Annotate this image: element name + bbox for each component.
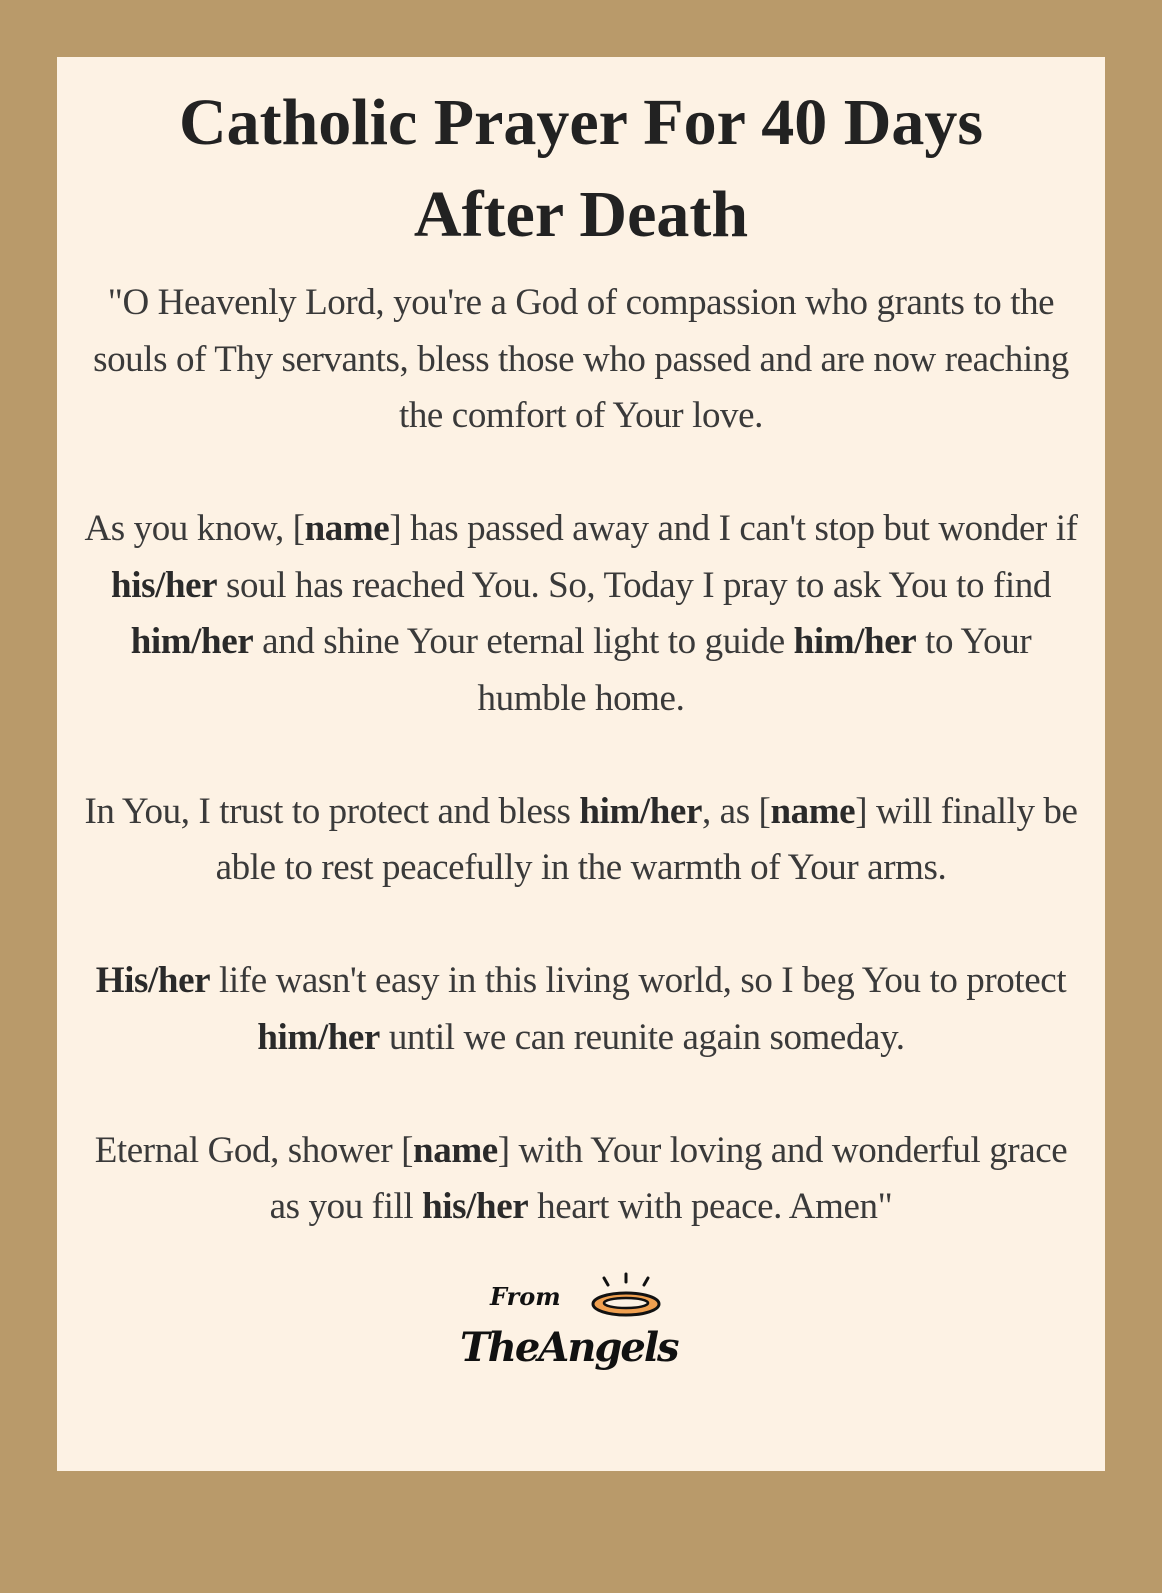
prayer-text-segment: Eternal God, shower [ [94,1129,414,1171]
prayer-paragraph [77,501,1085,727]
prayer-text-segment: ] has passed away and I can't stop but wonder if [389,508,1078,549]
placeholder-word: name [304,508,390,549]
prayer-text-segment: In You, I trust to protect and bless [84,790,580,832]
prayer-paragraph [77,1123,1085,1236]
prayer-text-segment: ] with Your loving and wonderful grace as you fill [269,1129,1068,1227]
placeholder-word: His/her [95,960,211,1001]
prayer-paragraph [77,953,1085,1066]
prayer-text-segment: heart with peace. Amen" [528,1186,893,1227]
placeholder-word: him/her [130,621,254,662]
prayer-paragraph [77,784,1085,897]
halo-icon [588,1272,668,1322]
prayer-text-segment: "O Heavenly Lord, you're a God of compassion who grants to the souls of Thy servants, bless those who passed and are now reaching the comfort of Your love. [93,282,1069,436]
prayer-text [77,275,1085,1236]
placeholder-word: him/her [793,621,917,662]
prayer-text-segment: life wasn't easy in this living world, so I beg You to protect [210,960,1067,1001]
logo-from: From [490,1281,561,1311]
prayer-paragraph [77,275,1085,445]
prayer-text-segment: As you know, [ [84,508,305,549]
prayer-card [57,57,1105,1471]
placeholder-word: name [413,1129,498,1171]
placeholder-word: his/her [422,1186,529,1227]
logo-name: TheAngels [460,1323,678,1371]
placeholder-word: him/her [579,790,702,832]
prayer-text-segment: soul has reached You. So, Today I pray to ask You to find [217,564,1051,606]
prayer-text-segment: , as [ [701,790,771,832]
placeholder-word: his/her [111,564,218,606]
page-title: Catholic Prayer For 40 Days After Death [178,86,984,251]
placeholder-word: name [770,790,856,832]
from-the-angels-logo [456,1272,706,1382]
placeholder-word: him/her [257,1016,380,1058]
prayer-text-segment: and shine Your eternal light to guide [253,621,794,662]
prayer-text-segment: until we can reunite again someday. [379,1016,905,1058]
prayer-text-segment: ] will finally be able to rest peacefully in the warmth of Your arms. [215,790,1078,888]
prayer-text-segment: to Your humble home. [477,621,1032,719]
